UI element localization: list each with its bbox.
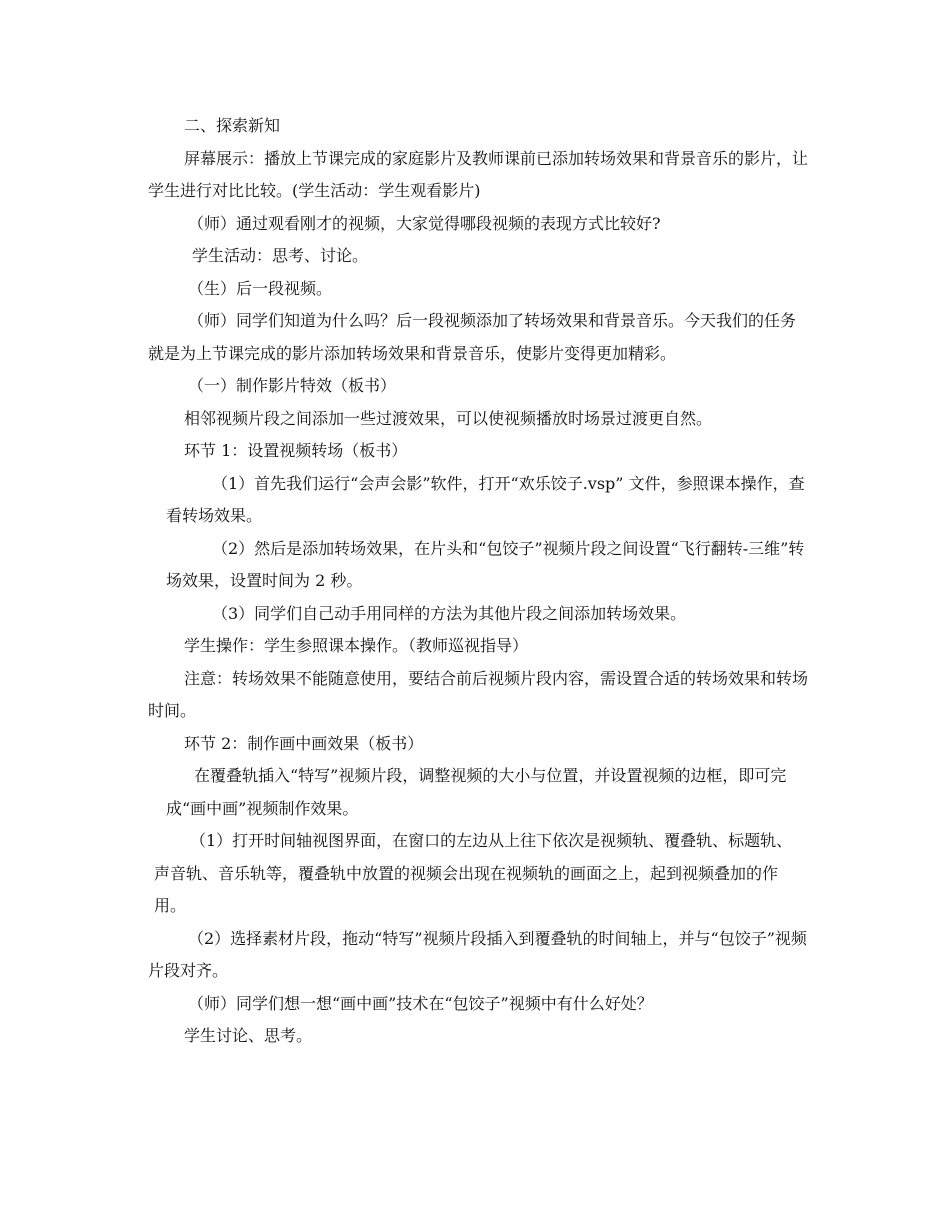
paragraph: 学生讨论、思考。 xyxy=(184,1026,313,1045)
list-item: （1）首先我们运行“会声会影”软件，打开“欢乐饺子.vsp” 文件，参照课本操作，查看转场效果。 xyxy=(166,473,805,525)
paragraph: 学生活动：思考、讨论。 xyxy=(192,246,369,265)
paragraph: 相邻视频片段之间添加一些过渡效果，可以使视频播放时场景过渡更自然。 xyxy=(184,408,713,428)
list-item: （2）然后是添加转场效果，在片头和“包饺子”视频片段之间设置“飞行翻转-三维”转场效果，设置时间为 2 秒。 xyxy=(166,538,805,590)
step-heading: 环节 2：制作画中画效果（板书） xyxy=(184,733,424,753)
step-heading: 环节 1：设置视频转场（板书） xyxy=(184,441,408,460)
paragraph: 学生操作：学生参照课本操作。（教师巡视指导） xyxy=(184,636,529,655)
paragraph: （生）后一段视频。 xyxy=(188,278,333,298)
subsection-heading: （一）制作影片特效（板书） xyxy=(188,376,397,395)
paragraph: （师）同学们想一想“画中画”技术在“包饺子”视频中有什么好处？ xyxy=(188,993,653,1013)
paragraph: （师）同学们知道为什么吗？后一段视频添加了转场效果和背景音乐。今天我们的任务就是为上节课完成的影片添加转场效果和背景音乐，使影片变得更加精彩。 xyxy=(148,311,797,363)
paragraph: 屏幕展示：播放上节课完成的家庭影片及教师课前已添加转场效果和背景音乐的影片，让学生进行对比比较。(学生活动：学生观看影片) xyxy=(148,148,809,200)
list-item: （3）同学们自己动手用同样的方法为其他片段之间添加转场效果。 xyxy=(212,603,687,623)
paragraph: 在覆叠轨插入“特写”视频片段，调整视频的大小与位置，并设置视频的边框，即可完成“画中画”视频制作效果。 xyxy=(166,766,787,818)
paragraph: （师）通过观看刚才的视频，大家觉得哪段视频的表现方式比较好? xyxy=(188,213,661,233)
list-item: （2）选择素材片段，拖动“特写”视频片段插入到覆叠轨的时间轴上，并与“包饺子”视频片段对齐。 xyxy=(148,928,807,980)
list-item: （1）打开时间轴视图界面，在窗口的左边从上往下依次是视频轨、覆叠轨、标题轨、声音轨、音乐轨等，覆叠轨中放置的视频会出现在视频轨的画面之上，起到视频叠加的作用。 xyxy=(154,831,793,915)
section-heading: 二、探索新知 xyxy=(184,116,281,135)
document-body xyxy=(148,110,808,1053)
note-paragraph: 注意：转场效果不能随意使用，要结合前后视频片段内容，需设置合适的转场效果和转场时间。 xyxy=(148,668,809,720)
